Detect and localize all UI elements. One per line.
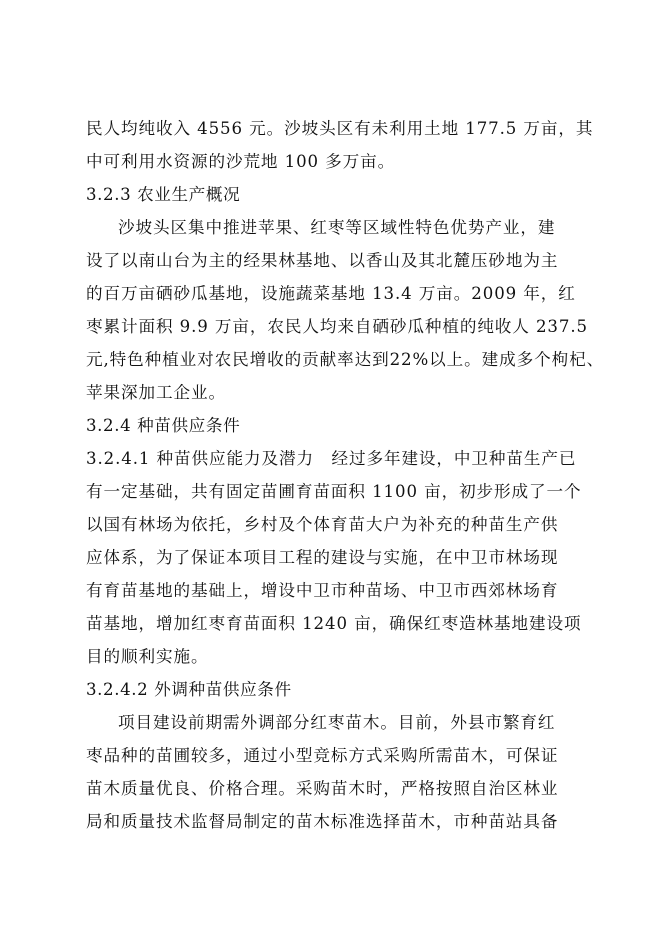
- paragraph-line: 沙坡头区集中推进苹果、红枣等区域性特色优势产业，建: [118, 218, 556, 237]
- paragraph-line: 局和质量技术监督局制定的苗木标准选择苗木，市种苗站具备: [86, 812, 559, 831]
- paragraph-line: 中可利用水资源的沙荒地 100 多万亩。: [86, 152, 396, 171]
- section-heading-3-2-3: 3.2.3 农业生产概况: [86, 185, 241, 204]
- subsection-heading-3-2-4-2: 3.2.4.2 外调种苗供应条件: [86, 680, 292, 699]
- paragraph-line: 苗基地，增加红枣育苗面积 1240 亩，确保红枣造林基地建设项: [86, 614, 582, 633]
- paragraph-line: 项目建设前期需外调部分红枣苗木。目前，外县市繁育红: [118, 713, 556, 732]
- paragraph-line: 苗木质量优良、价格合理。采购苗木时，严格按照自治区林业: [86, 779, 559, 798]
- paragraph-line: 苹果深加工企业。: [86, 383, 226, 402]
- paragraph-line: 有一定基础，共有固定苗圃育苗面积 1100 亩，初步形成了一个: [86, 482, 582, 501]
- paragraph-line: 应体系，为了保证本项目工程的建设与实施，在中卫市林场现: [86, 548, 559, 567]
- paragraph-line: 元,特色种植业对农民增收的贡献率达到22%以上。建成多个枸杞、: [86, 350, 605, 369]
- section-heading-3-2-4: 3.2.4 种苗供应条件: [86, 416, 241, 435]
- paragraph-line: 目的顺利实施。: [86, 647, 209, 666]
- paragraph-line: 枣累计面积 9.9 万亩，农民人均来自硒砂瓜种植的纯收人 237.5: [86, 317, 588, 336]
- paragraph-line: 枣品种的苗圃较多，通过小型竞标方式采购所需苗木，可保证: [86, 746, 559, 765]
- paragraph-line: 设了以南山台为主的经果林基地、以香山及其北麓压砂地为主: [86, 251, 559, 270]
- paragraph-line: 有育苗基地的基础上，增设中卫市种苗场、中卫市西郊林场育: [86, 581, 559, 600]
- paragraph-line: 的百万亩硒砂瓜基地，设施蔬菜基地 13.4 万亩。2009 年，红: [86, 284, 576, 303]
- subsection-heading-3-2-4-1: 3.2.4.1 种苗供应能力及潜力 经过多年建设，中卫种苗生产已: [86, 449, 577, 468]
- paragraph-line: 民人均纯收入 4556 元。沙坡头区有未利用土地 177.5 万亩，其: [86, 119, 594, 138]
- paragraph-line: 以国有林场为依托，乡村及个体育苗大户为补充的种苗生产供: [86, 515, 559, 534]
